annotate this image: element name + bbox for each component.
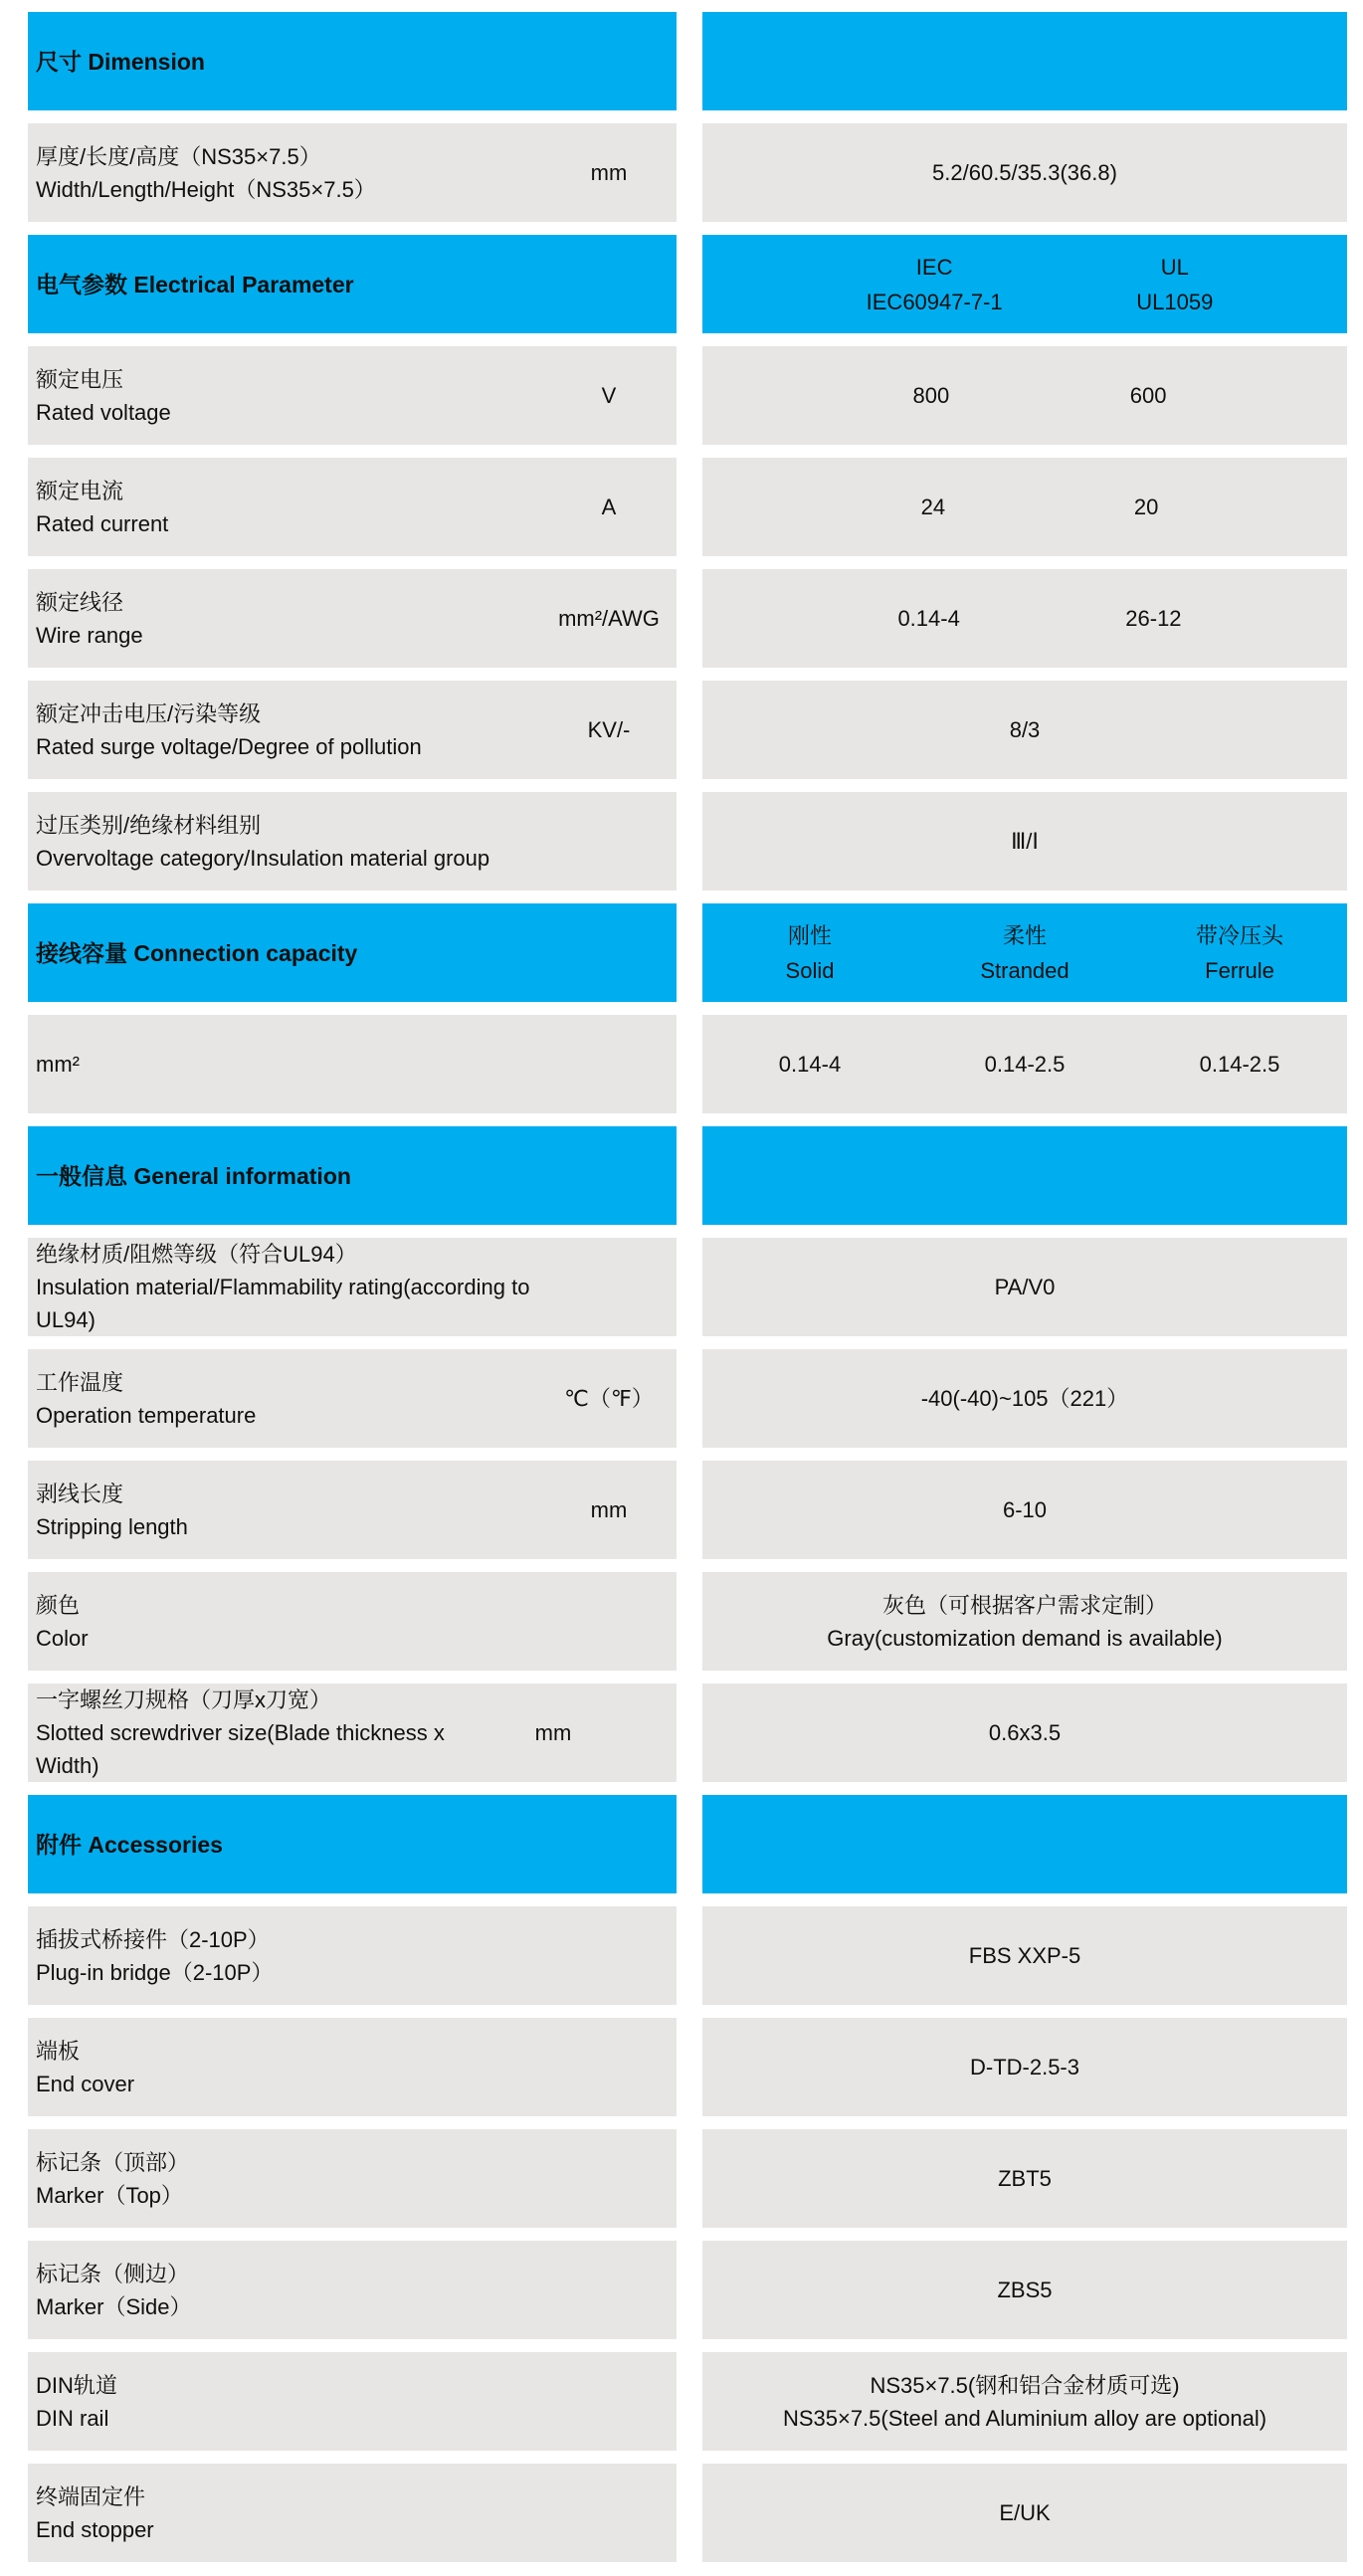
label-en: End stopper [36, 2516, 154, 2542]
section-title: 接线容量 Connection capacity [36, 939, 358, 966]
row-operation-temperature [28, 1349, 1347, 1448]
label-zh: 工作温度 [36, 1369, 124, 1395]
row-width-length-height [28, 123, 1347, 222]
parameter-label [36, 1923, 669, 1989]
column-header-stranded [980, 918, 1069, 988]
parameter-cell [28, 1572, 677, 1671]
parameter-cell [28, 1238, 677, 1336]
parameter-cell [28, 2129, 677, 2228]
parameter-cell [28, 1015, 677, 1113]
label-en: Stripping length [36, 1513, 188, 1539]
label-zh: 厚度/长度/高度（NS35×7.5） [36, 143, 321, 169]
label-en: Width/Length/Height（NS35×7.5） [36, 176, 376, 202]
value-cell [702, 1461, 1347, 1559]
parameter-cell [28, 569, 677, 668]
section-title: 附件 Accessories [36, 1831, 223, 1858]
value: 0.6x3.5 [988, 1720, 1062, 1745]
value: FBS XXP-5 [968, 1943, 1081, 1968]
label-en: Marker（Side） [36, 2293, 192, 2319]
section-accessories [28, 1795, 1347, 1893]
column-header-ul [1136, 250, 1213, 319]
parameter-cell [28, 1349, 677, 1448]
standards-header [702, 235, 1347, 333]
section-title-cell [28, 12, 677, 110]
conductor-zh: 刚性 [787, 922, 832, 948]
parameter-cell [28, 2018, 677, 2116]
parameter-label [36, 475, 549, 540]
standard-name: IEC [915, 254, 953, 280]
value: Ⅲ/Ⅰ [1011, 829, 1039, 854]
label-zh: DIN轨道 [36, 2372, 117, 2398]
section-electrical-parameter [28, 235, 1347, 333]
label-en: Slotted screwdriver size(Blade thickness x Width) [36, 1720, 445, 1778]
label-zh: 额定电流 [36, 478, 124, 503]
value-cell [702, 792, 1347, 891]
parameter-cell [28, 681, 677, 779]
row-rated-voltage [28, 346, 1347, 445]
section-title-cell [28, 235, 677, 333]
label-zh: 过压类别/绝缘材料组别 [36, 812, 262, 838]
value-iec: 24 [920, 495, 946, 519]
specification-table [28, 12, 1347, 2562]
section-title: 电气参数 Electrical Parameter [36, 271, 354, 297]
label-zh: 额定线径 [36, 589, 124, 615]
column-header-iec [867, 250, 1003, 319]
label-zh: 终端固定件 [36, 2483, 146, 2509]
label-zh: 一字螺丝刀规格（刀厚x刀宽） [36, 1687, 332, 1712]
parameter-cell [28, 1461, 677, 1559]
column-header-ferrule [1196, 918, 1283, 988]
value: 8/3 [1009, 717, 1041, 742]
parameter-label [36, 2369, 669, 2435]
section-title: 尺寸 Dimension [36, 48, 205, 75]
conductor-en: Stranded [980, 957, 1070, 983]
parameter-label [36, 697, 549, 763]
row-connection-capacity-mm2 [28, 1015, 1347, 1113]
parameter-label [36, 1589, 669, 1655]
value-zh: 灰色（可根据客户需求定制） [881, 1592, 1167, 1618]
value-cell [702, 1349, 1347, 1448]
row-rated-surge-voltage [28, 681, 1347, 779]
standard-code: UL1059 [1136, 289, 1214, 314]
value: 5.2/60.5/35.3(36.8) [932, 160, 1117, 185]
section-header-right-block [702, 1126, 1347, 1225]
value-cell [702, 1238, 1347, 1336]
label-en: Rated surge voltage/Degree of pollution [36, 733, 422, 759]
parameter-label [36, 809, 669, 875]
standard-code: IEC60947-7-1 [866, 289, 1003, 314]
parameter-cell [28, 2464, 677, 2562]
value-cell [702, 2464, 1347, 2562]
value-en: NS35×7.5(Steel and Aluminium alloy are optional) [782, 2405, 1267, 2431]
value-cell [702, 2352, 1347, 2451]
conductor-zh: 柔性 [1002, 922, 1047, 948]
parameter-label [36, 586, 549, 652]
value-ul: 600 [1129, 383, 1167, 408]
label-en: Marker（Top） [36, 2182, 183, 2208]
column-header-solid [786, 918, 835, 988]
section-header-right-block [702, 1795, 1347, 1893]
label-zh: 插拔式桥接件（2-10P） [36, 1926, 270, 1952]
row-insulation-material [28, 1238, 1347, 1336]
label-zh: 剥线长度 [36, 1481, 124, 1506]
value-cell [702, 458, 1347, 556]
parameter-cell [28, 2352, 677, 2451]
label-en: Rated voltage [36, 399, 171, 425]
value: PA/V0 [994, 1275, 1056, 1299]
row-screwdriver-size [28, 1684, 1347, 1782]
label-zh: mm² [36, 1052, 80, 1077]
value: D-TD-2.5-3 [969, 2055, 1079, 2080]
parameter-label [36, 140, 549, 206]
unit-label: KV/- [587, 716, 631, 742]
value-cell [702, 1906, 1347, 2005]
section-title: 一般信息 General information [36, 1162, 351, 1189]
value-cell [702, 1015, 1347, 1113]
unit-label: mm²/AWG [558, 605, 660, 631]
row-color [28, 1572, 1347, 1671]
section-connection-capacity [28, 903, 1347, 1002]
parameter-label [36, 2035, 669, 2100]
unit-label: mm [534, 1719, 572, 1745]
conductor-en: Ferrule [1205, 957, 1274, 983]
value-cell [702, 681, 1347, 779]
parameter-cell [28, 2241, 677, 2339]
label-en: Insulation material/Flammability rating(according to UL94) [36, 1275, 530, 1332]
label-en: End cover [36, 2071, 135, 2096]
value: ZBS5 [997, 2278, 1053, 2302]
conductor-zh: 带冷压头 [1195, 922, 1283, 948]
value-cell [702, 2018, 1347, 2116]
label-en: Rated current [36, 510, 169, 536]
label-zh: 额定电压 [36, 366, 124, 392]
value-iec: 0.14-4 [897, 606, 960, 631]
value-zh: NS35×7.5(钢和铝合金材质可选) [870, 2372, 1180, 2398]
label-zh: 端板 [36, 2038, 81, 2064]
label-en: Color [36, 1625, 89, 1651]
row-overvoltage-category [28, 792, 1347, 891]
label-en: Plug-in bridge（2-10P） [36, 1959, 274, 1985]
parameter-label [36, 1478, 549, 1543]
row-plug-in-bridge [28, 1906, 1347, 2005]
row-rated-current [28, 458, 1347, 556]
label-en: Operation temperature [36, 1402, 257, 1428]
parameter-label [36, 2258, 669, 2323]
value-cell [702, 123, 1347, 222]
parameter-label [36, 2146, 669, 2212]
parameter-label [36, 1366, 549, 1432]
unit-label: V [601, 382, 617, 408]
value: ZBT5 [998, 2166, 1052, 2191]
label-zh: 标记条（顶部） [36, 2149, 190, 2175]
value-cell [702, 569, 1347, 668]
conductor-en: Solid [785, 957, 835, 983]
row-din-rail [28, 2352, 1347, 2451]
parameter-label [36, 363, 549, 429]
value-cell [702, 2129, 1347, 2228]
section-header-right-block [702, 12, 1347, 110]
label-en: Overvoltage category/Insulation material group [36, 845, 490, 871]
value-ferrule: 0.14-2.5 [1199, 1052, 1280, 1077]
value-en: Gray(customization demand is available) [827, 1625, 1223, 1651]
value-stranded: 0.14-2.5 [984, 1052, 1066, 1077]
row-marker-side [28, 2241, 1347, 2339]
conductor-type-header [702, 903, 1347, 1002]
value-cell [702, 1572, 1347, 1671]
parameter-cell [28, 792, 677, 891]
row-marker-top [28, 2129, 1347, 2228]
row-end-cover [28, 2018, 1347, 2116]
value-cell [702, 1684, 1347, 1782]
section-title-cell [28, 1795, 677, 1893]
unit-label: mm [590, 1496, 628, 1522]
value-iec: 800 [912, 383, 950, 408]
label-zh: 绝缘材质/阻燃等级（符合UL94） [36, 1242, 357, 1267]
value-cell [702, 346, 1347, 445]
value-solid: 0.14-4 [778, 1052, 842, 1077]
section-title-cell [28, 1126, 677, 1225]
value-cell [702, 2241, 1347, 2339]
value-ul: 26-12 [1125, 606, 1182, 631]
unit-label: A [601, 494, 617, 519]
row-end-stopper [28, 2464, 1347, 2562]
section-dimension [28, 12, 1347, 110]
label-zh: 额定冲击电压/污染等级 [36, 700, 262, 726]
parameter-label [36, 1238, 588, 1336]
parameter-cell [28, 346, 677, 445]
parameter-label [36, 1684, 493, 1782]
parameter-label [36, 2480, 669, 2546]
section-title-cell [28, 903, 677, 1002]
label-zh: 颜色 [36, 1592, 81, 1618]
standard-name: UL [1160, 254, 1189, 280]
value: -40(-40)~105（221） [920, 1386, 1129, 1411]
label-en: Wire range [36, 622, 143, 648]
parameter-cell [28, 458, 677, 556]
value-ul: 20 [1133, 495, 1159, 519]
row-stripping-length [28, 1461, 1347, 1559]
unit-label: mm [590, 159, 628, 185]
unit-label: ℃（℉） [564, 1385, 654, 1411]
value: 6-10 [1002, 1497, 1048, 1522]
row-wire-range [28, 569, 1347, 668]
parameter-cell [28, 1906, 677, 2005]
section-general-information [28, 1126, 1347, 1225]
label-zh: 标记条（侧边） [36, 2261, 190, 2286]
label-en: DIN rail [36, 2405, 109, 2431]
parameter-cell [28, 1684, 677, 1782]
parameter-cell [28, 123, 677, 222]
value: E/UK [999, 2500, 1051, 2525]
parameter-label [36, 1048, 669, 1081]
